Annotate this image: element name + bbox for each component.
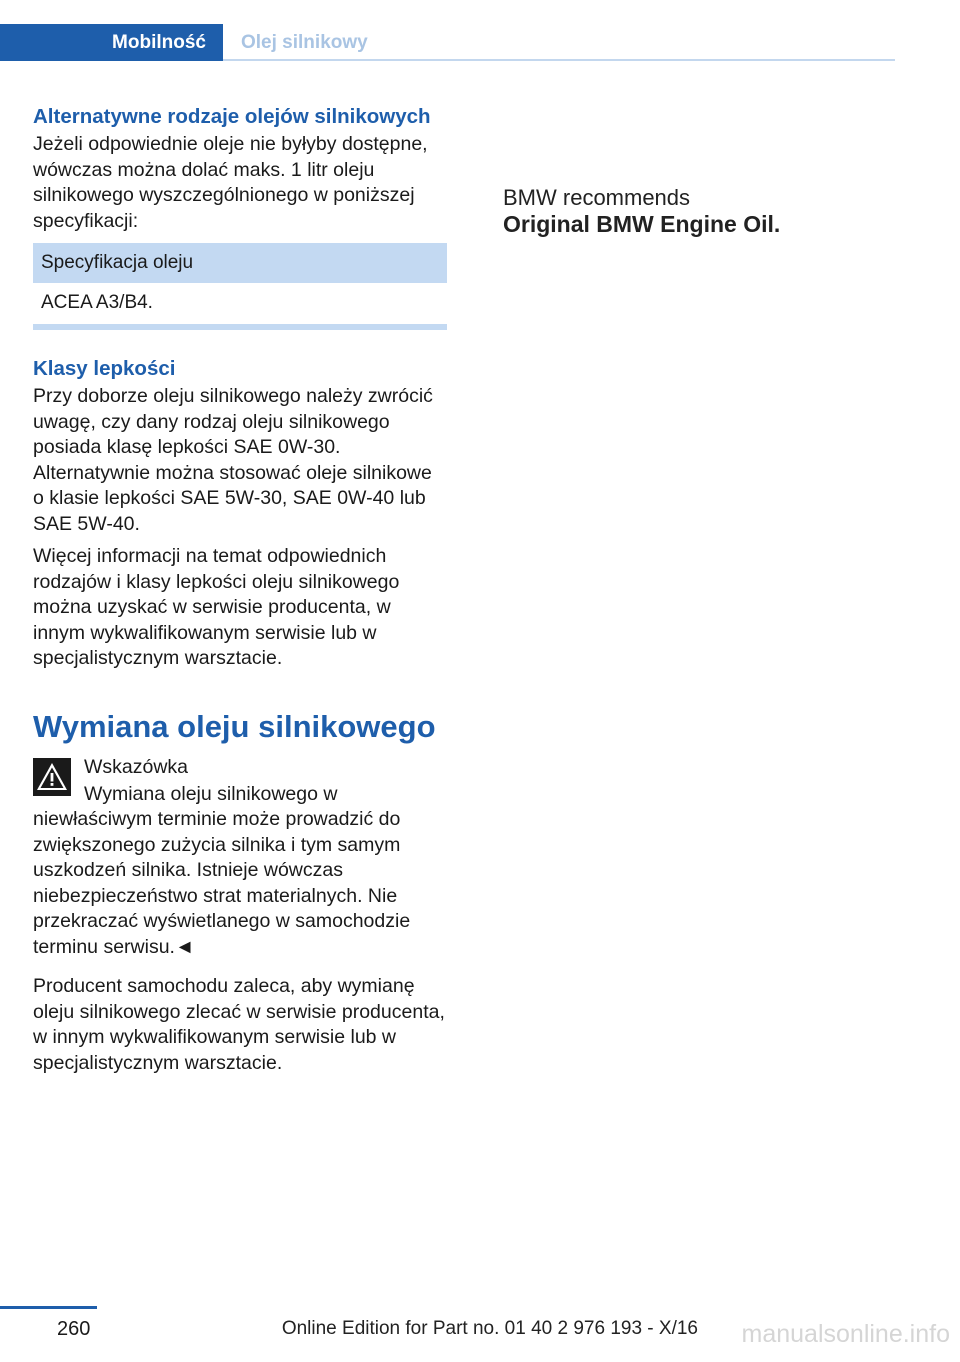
tab-olej-silnikowy[interactable]: Olej silnikowy [241,31,368,53]
page-number: 260 [57,1318,91,1340]
oil-spec-table [33,243,447,330]
warning-icon [33,758,71,796]
heading-alternative-oils: Alternatywne rodzaje olejów silnikowych [33,105,431,128]
tab-mobilnosc[interactable]: Mobilność [0,24,223,61]
paragraph-viscosity-info: Więcej informacji na temat odpowiednich rodzajów i klasy lepkości oleju silnikowego można uzyskać w serwisie producenta, w innym wykwalifikowanym serwisie lub w specjalistycznym warsztacie. [33,545,400,669]
tab-underline [223,59,895,61]
paragraph-viscosity: Przy doborze oleju silnikowego należy zwrócić uwagę, czy dany rodzaj oleju silnikowego posiada klasę lepkości SAE 0W-30. Alternatywnie można stosować oleje silnikowe o klasie lepkości SAE 5W-30, SAE 0W-40 lub SAE 5W-40. [33,385,433,535]
warning-title: Wskazówka [84,755,189,778]
table-header: Specyfikacja oleju [33,243,447,283]
edition-note: Online Edition for Part no. 01 40 2 976 193 - X/16 [281,1318,698,1339]
footer-rule [0,1306,97,1309]
ad-line-2: Original BMW Engine Oil. [503,211,781,237]
paragraph-alternative-oils: Jeżeli odpowiednie oleje nie byłyby dostępne, wówczas można dolać maks. 1 litr oleju silnikowego wyszczególnionego w poniższej specyfikacji: [33,133,428,232]
bmw-oil-recommendation [503,184,780,238]
watermark: manualsonline.info [741,1320,950,1348]
heading-oil-change: Wymiana oleju silnikowego [33,708,436,744]
warning-text: Wymiana oleju silnikowego w niewłaściwym terminie może prowadzić do zwiększonego zużycia silnika i tym samym uszkodzeń silnika. Istnieje wówczas niebezpieczeństwo strat materialnych. Nie przekraczać wyświetlanego w samochodzie terminu serwisu.◄ [33,782,411,958]
ad-line-1: BMW recommends [503,185,691,210]
left-column [33,104,447,1083]
table-bottom-rule [33,324,447,330]
heading-viscosity: Klasy lepkości [33,357,176,380]
warning-block [33,754,447,961]
paragraph-oil-change: Producent samochodu zaleca, aby wymianę oleju silnikowego zlecać w serwisie producenta, w innym wykwalifikowanym serwisie lub w specjalistycznym warsztacie. [33,975,445,1074]
header-tabs [0,24,895,62]
table-cell: ACEA A3/B4. [41,292,153,313]
